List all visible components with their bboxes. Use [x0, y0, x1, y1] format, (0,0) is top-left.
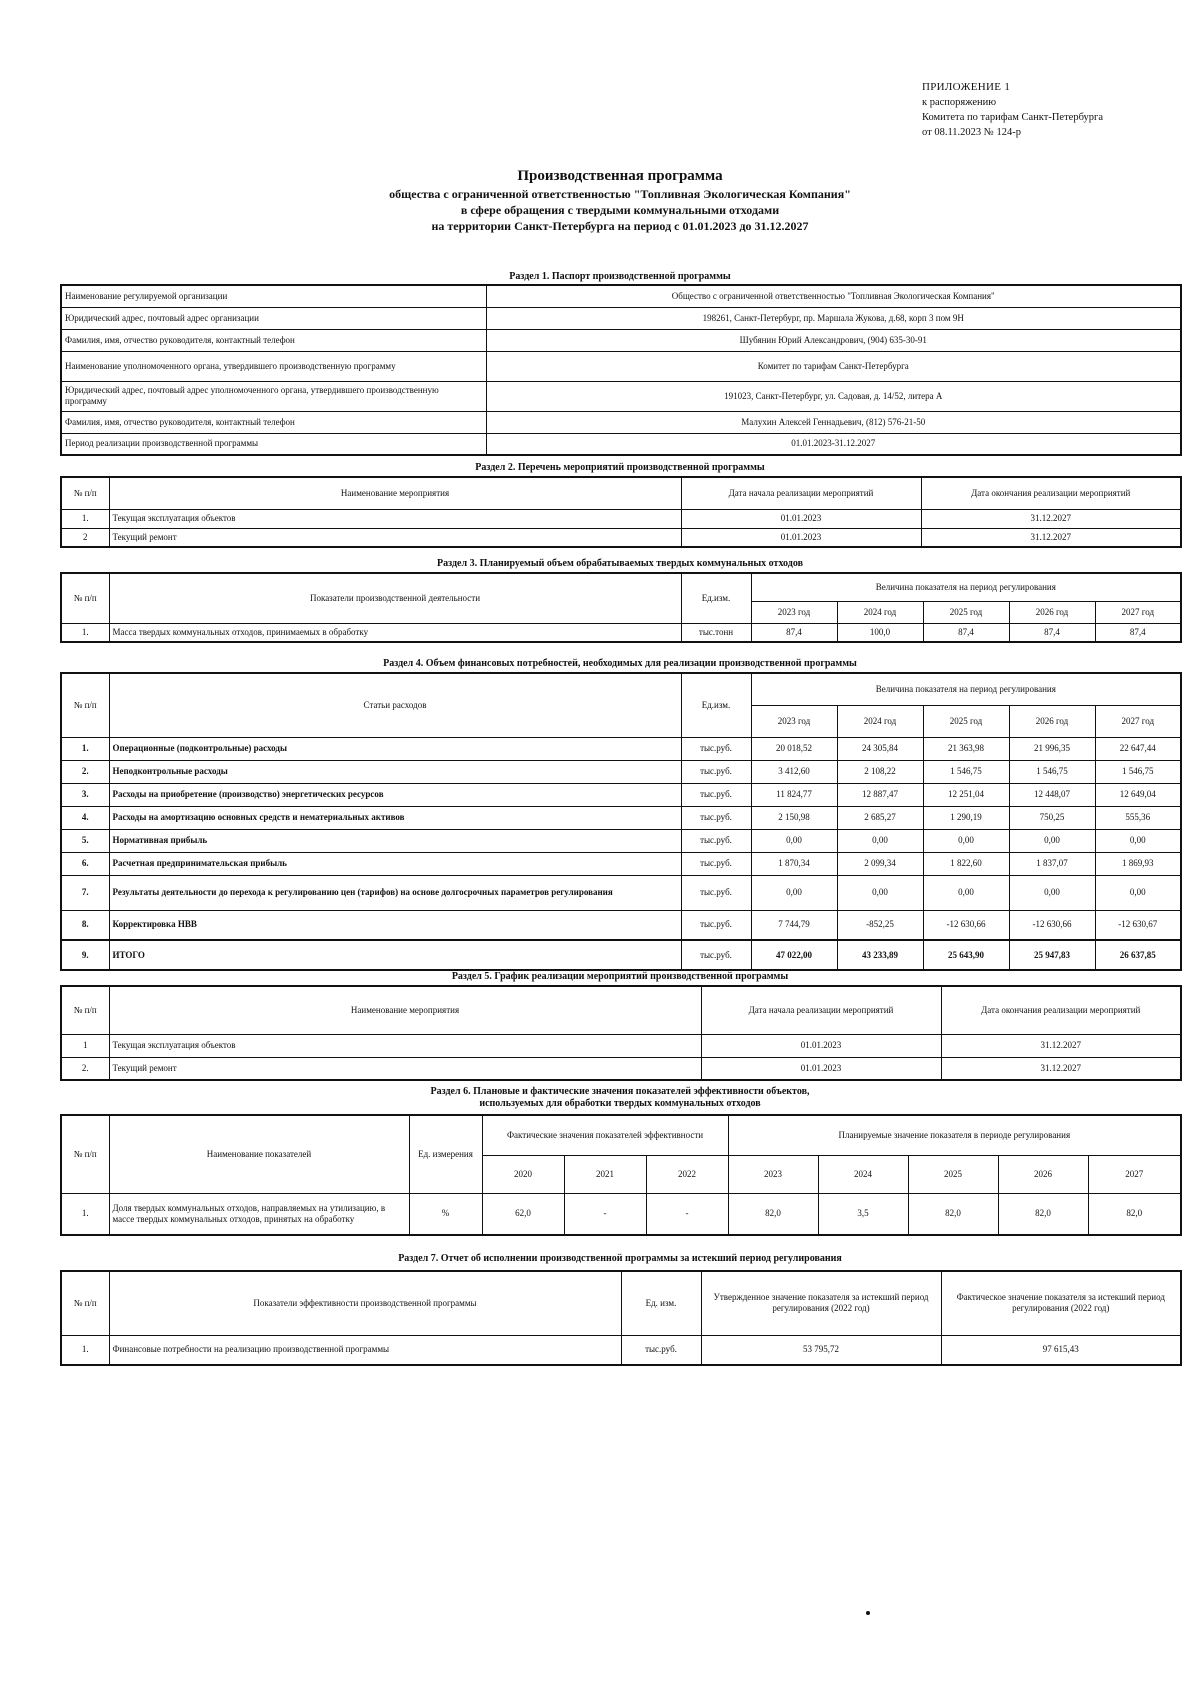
table-row — [61, 806, 1181, 829]
table-header-row — [61, 573, 1181, 601]
section-4-table — [60, 672, 1182, 971]
section-2-title: Раздел 2. Перечень мероприятий производственной программы — [475, 462, 765, 473]
table-row — [61, 1034, 1181, 1057]
column-header: Величина показателя на период регулирования — [751, 673, 1181, 705]
table-cell: 100,0 — [837, 623, 923, 642]
table-cell: -12 630,66 — [923, 910, 1009, 940]
table-cell: 12 887,47 — [837, 783, 923, 806]
table-cell: 0,00 — [751, 875, 837, 910]
table-cell: 87,4 — [923, 623, 1009, 642]
column-header: Ед.изм. — [681, 573, 751, 623]
table-cell: 21 363,98 — [923, 737, 1009, 760]
passport-value: 01.01.2023-31.12.2027 — [486, 433, 1181, 455]
table-cell: 82,0 — [1088, 1193, 1181, 1235]
table-row — [61, 760, 1181, 783]
table-cell: 97 615,43 — [941, 1335, 1181, 1365]
table-cell: 1 837,07 — [1009, 852, 1095, 875]
table-row — [61, 285, 1181, 307]
section-5-title: Раздел 5. График реализации мероприятий производственной программы — [451, 971, 789, 982]
table-cell: - — [564, 1193, 646, 1235]
column-header: № п/п — [61, 673, 109, 737]
table-cell: 1. — [61, 1193, 109, 1235]
year-header: 2023 год — [751, 705, 837, 737]
table-cell: 31.12.2027 — [941, 1057, 1181, 1080]
column-header: Наименование показателей — [109, 1115, 409, 1193]
table-cell: 1. — [61, 623, 109, 642]
table-cell: Нормативная прибыль — [109, 829, 681, 852]
passport-label: Наименование регулируемой организации — [61, 285, 486, 307]
passport-value: Комитет по тарифам Санкт-Петербурга — [486, 351, 1181, 381]
column-header: № п/п — [61, 573, 109, 623]
table-header-row — [61, 1271, 1181, 1335]
column-header: Ед.изм. — [681, 673, 751, 737]
table-cell: Текущий ремонт — [109, 1057, 701, 1080]
appendix-header — [922, 80, 1103, 140]
table-row — [61, 411, 1181, 433]
passport-label: Фамилия, имя, отчество руководителя, контактный телефон — [61, 329, 486, 351]
table-cell: 1 822,60 — [923, 852, 1009, 875]
table-row — [61, 433, 1181, 455]
table-cell: 12 448,07 — [1009, 783, 1095, 806]
title-line: общества с ограниченной ответственностью "Топливная Экологическая Компания" — [389, 187, 851, 201]
table-cell: 82,0 — [728, 1193, 818, 1235]
column-header: Ед. измерения — [409, 1115, 482, 1193]
table-cell: Текущая эксплуатация объектов — [109, 509, 681, 528]
passport-value: 198261, Санкт-Петербург, пр. Маршала Жукова, д.68, корп 3 пом 9Н — [486, 307, 1181, 329]
title-line: в сфере обращения с твердыми коммунальными отходами — [460, 203, 780, 217]
table-cell: 87,4 — [1009, 623, 1095, 642]
table-cell: 3 412,60 — [751, 760, 837, 783]
table-cell: 87,4 — [751, 623, 837, 642]
table-cell: 7 744,79 — [751, 910, 837, 940]
column-header: Наименование мероприятия — [109, 477, 681, 509]
year-header: 2024 год — [837, 705, 923, 737]
table-row — [61, 852, 1181, 875]
year-header: 2025 — [908, 1155, 998, 1193]
table-cell: 1 546,75 — [1095, 760, 1181, 783]
table-cell: Расходы на приобретение (производство) энергетических ресурсов — [109, 783, 681, 806]
column-header: Дата окончания реализации мероприятий — [941, 986, 1181, 1034]
table-cell: 53 795,72 — [701, 1335, 941, 1365]
stray-dot-mark — [866, 1611, 870, 1615]
table-row — [61, 351, 1181, 381]
table-cell: 555,36 — [1095, 806, 1181, 829]
table-header-row — [61, 1115, 1181, 1155]
section-6-title-line: используемых для обработки твердых коммунальных отходов — [479, 1098, 761, 1109]
section-5-table — [60, 985, 1182, 1081]
table-cell: 21 996,35 — [1009, 737, 1095, 760]
section-3-table — [60, 572, 1182, 643]
table-header-row — [61, 673, 1181, 705]
table-cell: 5. — [61, 829, 109, 852]
table-row — [61, 329, 1181, 351]
table-cell: Расчетная предпринимательская прибыль — [109, 852, 681, 875]
table-cell: 2. — [61, 1057, 109, 1080]
table-cell: 2 150,98 — [751, 806, 837, 829]
table-cell: % — [409, 1193, 482, 1235]
year-header: 2025 год — [923, 601, 1009, 623]
table-cell: 26 637,85 — [1095, 940, 1181, 970]
table-cell: 7. — [61, 875, 109, 910]
table-cell: Неподконтрольные расходы — [109, 760, 681, 783]
table-cell: тыс.руб. — [681, 806, 751, 829]
section-4-title: Раздел 4. Объем финансовых потребностей, необходимых для реализации производственной программы — [383, 658, 857, 669]
column-header: Фактическое значение показателя за истекший период регулирования (2022 год) — [941, 1271, 1181, 1335]
column-header: Дата начала реализации мероприятий — [681, 477, 921, 509]
table-cell: 62,0 — [482, 1193, 564, 1235]
column-header: Дата окончания реализации мероприятий — [921, 477, 1181, 509]
table-cell: Доля твердых коммунальных отходов, направляемых на утилизацию, в массе твердых коммунальных отходов, принятых на обработку — [109, 1193, 409, 1235]
passport-value: Шубянин Юрий Александрович, (904) 635-30-91 — [486, 329, 1181, 351]
table-cell: 20 018,52 — [751, 737, 837, 760]
column-header: Планируемые значение показателя в периоде регулирования — [728, 1115, 1181, 1155]
table-cell: 43 233,89 — [837, 940, 923, 970]
year-header: 2024 год — [837, 601, 923, 623]
table-cell: 0,00 — [751, 829, 837, 852]
table-cell: 31.12.2027 — [921, 509, 1181, 528]
section-6-title — [60, 1086, 1180, 1110]
table-cell: Результаты деятельности до перехода к регулированию цен (тарифов) на основе долгосрочных параметров регулирования — [109, 875, 681, 910]
table-row — [61, 528, 1181, 547]
year-header: 2025 год — [923, 705, 1009, 737]
table-cell: 0,00 — [837, 829, 923, 852]
section-7-title: Раздел 7. Отчет об исполнении производственной программы за истекший период регулирования — [398, 1253, 842, 1264]
table-cell: 31.12.2027 — [941, 1034, 1181, 1057]
table-cell: 82,0 — [908, 1193, 998, 1235]
table-cell: 3. — [61, 783, 109, 806]
table-cell: -852,25 — [837, 910, 923, 940]
passport-label: Период реализации производственной программы — [61, 433, 486, 455]
table-cell: Корректировка НВВ — [109, 910, 681, 940]
table-cell: 1 870,34 — [751, 852, 837, 875]
table-cell: 01.01.2023 — [681, 509, 921, 528]
section-7-table — [60, 1270, 1182, 1366]
year-header: 2026 год — [1009, 601, 1095, 623]
column-header: Утвержденное значение показателя за истекший период регулирования (2022 год) — [701, 1271, 941, 1335]
year-header: 2027 год — [1095, 705, 1181, 737]
passport-value: Малухин Алексей Геннадьевич, (812) 576-21-50 — [486, 411, 1181, 433]
table-cell: 25 947,83 — [1009, 940, 1095, 970]
table-cell: 9. — [61, 940, 109, 970]
appendix-label: ПРИЛОЖЕНИЕ 1 — [922, 81, 1011, 93]
table-row — [61, 307, 1181, 329]
column-header: Дата начала реализации мероприятий — [701, 986, 941, 1034]
table-cell: -12 630,67 — [1095, 910, 1181, 940]
table-header-row — [61, 986, 1181, 1034]
table-cell: тыс.руб. — [681, 910, 751, 940]
table-cell: 1. — [61, 1335, 109, 1365]
title-line: на территории Санкт-Петербурга на период с 01.01.2023 до 31.12.2027 — [431, 219, 809, 233]
year-header: 2026 — [998, 1155, 1088, 1193]
column-header: № п/п — [61, 1271, 109, 1335]
table-cell: тыс.руб. — [621, 1335, 701, 1365]
table-cell: Текущая эксплуатация объектов — [109, 1034, 701, 1057]
table-cell: тыс.руб. — [681, 852, 751, 875]
table-cell: тыс.руб. — [681, 940, 751, 970]
table-cell: 1 — [61, 1034, 109, 1057]
table-row — [61, 737, 1181, 760]
year-header: 2027 — [1088, 1155, 1181, 1193]
table-cell: Финансовые потребности на реализацию производственной программы — [109, 1335, 621, 1365]
table-row — [61, 1335, 1181, 1365]
table-row — [61, 1193, 1181, 1235]
table-cell: 0,00 — [1095, 829, 1181, 852]
year-header: 2023 — [728, 1155, 818, 1193]
table-cell: 87,4 — [1095, 623, 1181, 642]
column-header: № п/п — [61, 477, 109, 509]
appendix-line: от 08.11.2023 № 124-р — [922, 127, 1021, 138]
year-header: 2024 — [818, 1155, 908, 1193]
table-cell: тыс.руб. — [681, 783, 751, 806]
section-3-title: Раздел 3. Планируемый объем обрабатываемых твердых коммунальных отходов — [437, 558, 803, 569]
column-header: № п/п — [61, 986, 109, 1034]
table-cell: 12 251,04 — [923, 783, 1009, 806]
year-header: 2020 — [482, 1155, 564, 1193]
table-cell: 0,00 — [837, 875, 923, 910]
table-cell: тыс.руб. — [681, 737, 751, 760]
table-cell: Операционные (подконтрольные) расходы — [109, 737, 681, 760]
table-row — [61, 509, 1181, 528]
table-row — [61, 1057, 1181, 1080]
table-row — [61, 623, 1181, 642]
year-header: 2022 — [646, 1155, 728, 1193]
table-cell: 1. — [61, 737, 109, 760]
table-row — [61, 381, 1181, 411]
table-cell: Текущий ремонт — [109, 528, 681, 547]
table-cell: 25 643,90 — [923, 940, 1009, 970]
table-cell: 1. — [61, 509, 109, 528]
table-cell: 2 099,34 — [837, 852, 923, 875]
table-cell: 2 — [61, 528, 109, 547]
appendix-line: Комитета по тарифам Санкт-Петербурга — [922, 112, 1104, 123]
column-header: Ед. изм. — [621, 1271, 701, 1335]
table-cell: 750,25 — [1009, 806, 1095, 829]
section-6-title-line: Раздел 6. Плановые и фактические значения показателей эффективности объектов, — [430, 1086, 810, 1097]
table-row — [61, 910, 1181, 940]
table-cell: 3,5 — [818, 1193, 908, 1235]
table-cell: 0,00 — [923, 875, 1009, 910]
section-2-table — [60, 476, 1182, 548]
appendix-line: к распоряжению — [922, 97, 997, 108]
column-header: Величина показателя на период регулирования — [751, 573, 1181, 601]
table-cell: тыс.руб. — [681, 875, 751, 910]
table-cell: 47 022,00 — [751, 940, 837, 970]
table-cell: 01.01.2023 — [701, 1057, 941, 1080]
table-cell: 01.01.2023 — [701, 1034, 941, 1057]
table-cell: 24 305,84 — [837, 737, 923, 760]
column-header: № п/п — [61, 1115, 109, 1193]
year-header: 2026 год — [1009, 705, 1095, 737]
year-header: 2027 год — [1095, 601, 1181, 623]
table-cell: 0,00 — [1009, 875, 1095, 910]
table-cell: 1 290,19 — [923, 806, 1009, 829]
table-cell: -12 630,66 — [1009, 910, 1095, 940]
table-cell: 0,00 — [1095, 875, 1181, 910]
passport-label: Наименование уполномоченного органа, утвердившего производственную программу — [61, 351, 486, 381]
table-cell: 31.12.2027 — [921, 528, 1181, 547]
table-cell: тыс.руб. — [681, 760, 751, 783]
passport-label: Юридический адрес, почтовый адрес организации — [61, 307, 486, 329]
table-row — [61, 829, 1181, 852]
table-cell: тыс.руб. — [681, 829, 751, 852]
table-cell: 82,0 — [998, 1193, 1088, 1235]
table-cell: 12 649,04 — [1095, 783, 1181, 806]
table-cell: 1 869,93 — [1095, 852, 1181, 875]
column-header: Статьи расходов — [109, 673, 681, 737]
table-cell: 1 546,75 — [923, 760, 1009, 783]
table-cell: Масса твердых коммунальных отходов, принимаемых в обработку — [109, 623, 681, 642]
table-cell: 11 824,77 — [751, 783, 837, 806]
section-6-table — [60, 1114, 1182, 1236]
table-cell: 6. — [61, 852, 109, 875]
title-line: Производственная программа — [517, 168, 723, 184]
column-header: Фактические значения показателей эффективности — [482, 1115, 728, 1155]
column-header: Наименование мероприятия — [109, 986, 701, 1034]
column-header: Показатели эффективности производственной программы — [109, 1271, 621, 1335]
table-cell: 4. — [61, 806, 109, 829]
table-cell: 0,00 — [923, 829, 1009, 852]
table-cell: 2. — [61, 760, 109, 783]
section-1-table — [60, 284, 1182, 456]
column-header: Показатели производственной деятельности — [109, 573, 681, 623]
passport-value: Общество с ограниченной ответственностью "Топливная Экологическая Компания" — [486, 285, 1181, 307]
table-cell: Расходы на амортизацию основных средств и нематериальных активов — [109, 806, 681, 829]
table-cell: 8. — [61, 910, 109, 940]
table-header-row — [61, 477, 1181, 509]
table-row — [61, 783, 1181, 806]
document-title — [60, 166, 1180, 234]
year-header: 2021 — [564, 1155, 646, 1193]
table-cell: 2 108,22 — [837, 760, 923, 783]
passport-label: Юридический адрес, почтовый адрес уполномоченного органа, утвердившего производственную программу — [61, 381, 486, 411]
table-cell: 01.01.2023 — [681, 528, 921, 547]
passport-value: 191023, Санкт-Петербург, ул. Садовая, д. 14/52, литера А — [486, 381, 1181, 411]
table-cell: ИТОГО — [109, 940, 681, 970]
table-cell: - — [646, 1193, 728, 1235]
table-cell: 1 546,75 — [1009, 760, 1095, 783]
table-row — [61, 875, 1181, 910]
table-cell: 22 647,44 — [1095, 737, 1181, 760]
table-cell: 0,00 — [1009, 829, 1095, 852]
section-1-title: Раздел 1. Паспорт производственной программы — [509, 271, 731, 282]
table-total-row — [61, 940, 1181, 970]
passport-label: Фамилия, имя, отчество руководителя, контактный телефон — [61, 411, 486, 433]
year-header: 2023 год — [751, 601, 837, 623]
table-cell: тыс.тонн — [681, 623, 751, 642]
table-cell: 2 685,27 — [837, 806, 923, 829]
